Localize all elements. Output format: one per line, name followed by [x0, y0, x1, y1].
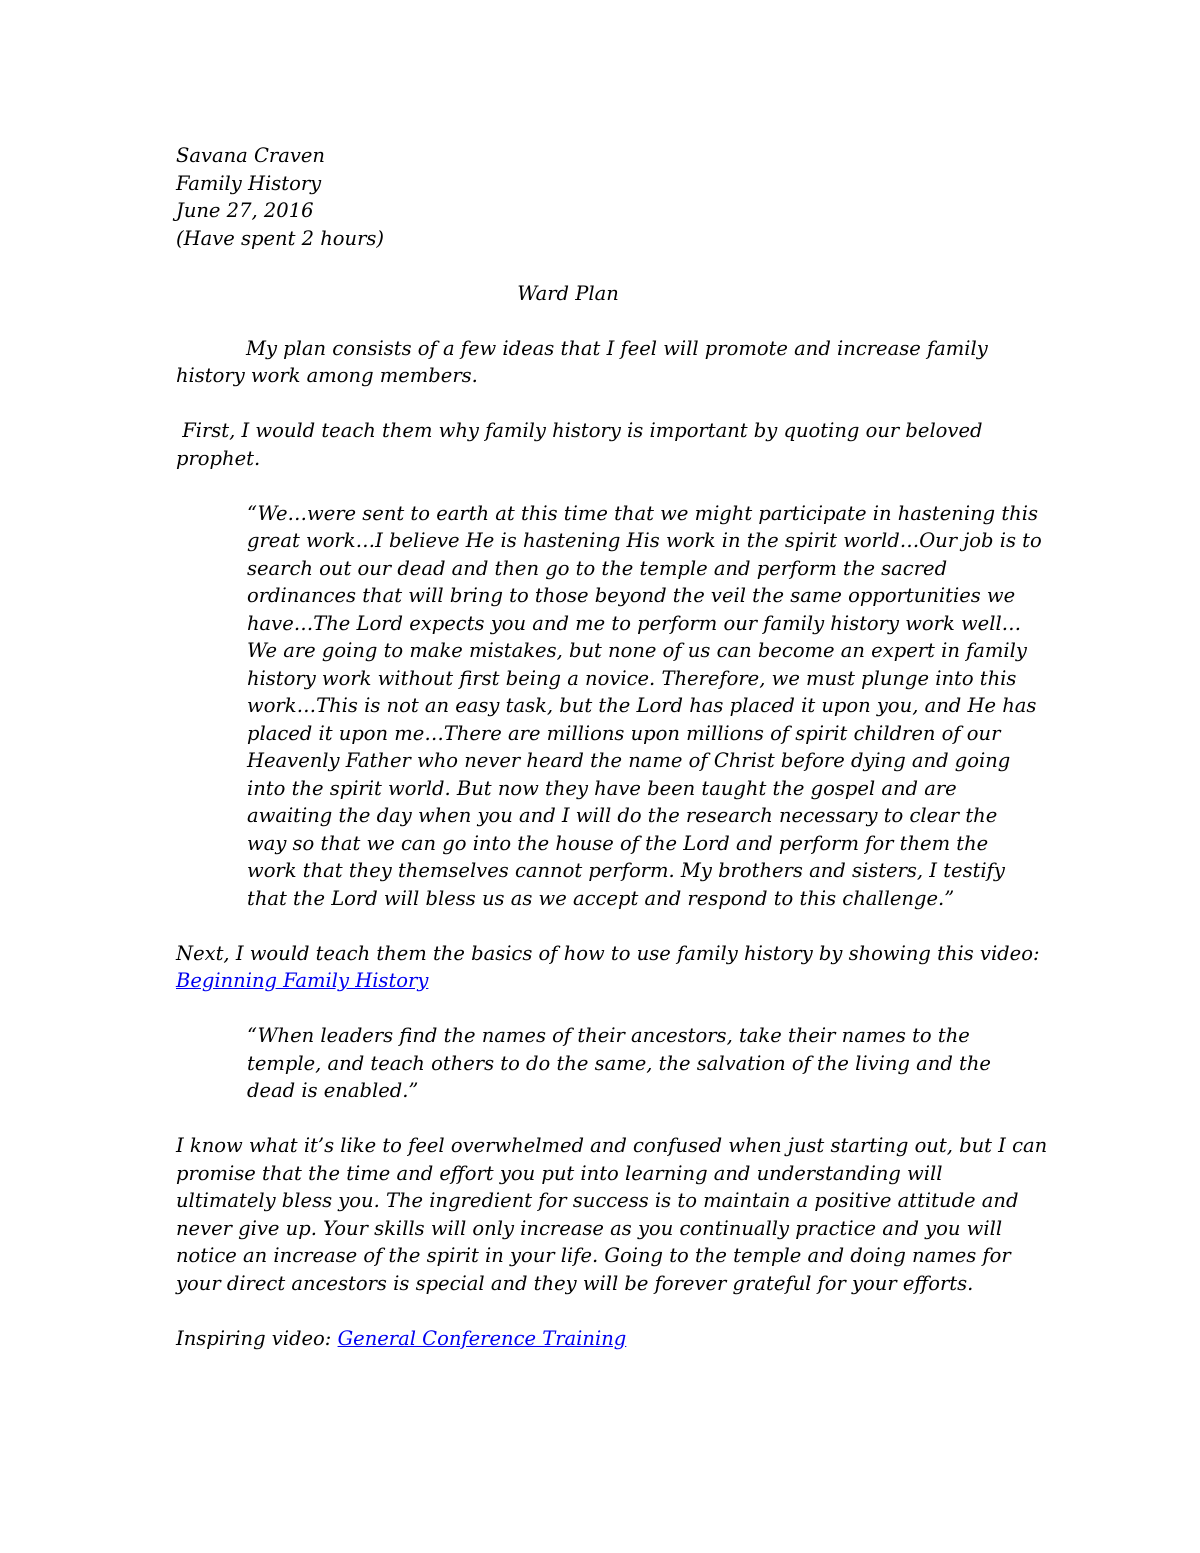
quote-line: “We…were sent to earth at this time that we might participate in hastening this: [247, 501, 1038, 525]
quote-line: ordinances that will bring to those beyond the veil the same opportunities we: [247, 584, 1016, 607]
document-body: [176, 142, 1048, 1352]
closing-line: ultimately bless you. The ingredient for success is to maintain a positive attitude and: [176, 1189, 1019, 1212]
closing-line: promise that the time and effort you put into learning and understanding will: [176, 1161, 943, 1185]
document-date: June 27, 2016: [176, 199, 314, 222]
quote-line: history work without first being a novice. Therefore, we must plunge into this: [247, 666, 1017, 690]
quote-line: Heavenly Father who never heard the name of Christ before dying and going: [247, 749, 1011, 772]
general-conference-training-link[interactable]: General Conference Training: [337, 1326, 627, 1350]
inspiring-prefix: Inspiring video:: [176, 1326, 338, 1350]
quote-line: dead is enabled.”: [247, 1079, 419, 1102]
quote-line: work that they themselves cannot perform. My brothers and sisters, I testify: [247, 859, 1005, 882]
first-line: prophet.: [176, 446, 261, 470]
quote-line: search out our dead and then go to the temple and perform the sacred: [247, 556, 948, 580]
quote-line: placed it upon me…There are millions upon millions of spirit children of our: [247, 721, 1001, 745]
next-paragraph: [176, 940, 1040, 995]
closing-line: notice an increase of the spirit in your life. Going to the temple and doing names for: [176, 1244, 1011, 1267]
quote-line: “When leaders find the names of their ancestors, take their names to the: [247, 1024, 970, 1047]
closing-line: I know what it’s like to feel overwhelmed and confused when just starting out, but I can: [176, 1134, 1048, 1157]
inspiring-line: [176, 1325, 1036, 1353]
course-name: Family History: [176, 171, 322, 195]
closing-line: never give up. Your skills will only increase as you continually practice and you will: [176, 1216, 1003, 1240]
next-link-line: [176, 967, 1036, 995]
time-spent: (Have spent 2 hours): [176, 226, 385, 250]
document-title: Ward Plan: [517, 281, 619, 305]
first-paragraph: [176, 417, 1036, 472]
header-block: [176, 142, 1036, 252]
quote-line: into the spirit world. But now they have been taught the gospel and are: [247, 776, 957, 800]
quote-line: We are going to make mistakes, but none of us can become an expert in family: [247, 639, 1027, 662]
beginning-family-history-link[interactable]: Beginning Family History: [176, 969, 429, 992]
intro-line: history work among members.: [176, 364, 478, 387]
quote-line: temple, and teach others to do the same, the salvation of the living and the: [247, 1051, 991, 1075]
quote-line: work…This is not an easy task, but the Lord has placed it upon you, and He has: [247, 694, 1037, 717]
inspiring-paragraph: [176, 1325, 1036, 1353]
author-name: Savana Craven: [176, 144, 325, 167]
closing-line: your direct ancestors is special and they will be forever grateful for your efforts.: [176, 1271, 974, 1295]
leaders-quote: [247, 1022, 1036, 1105]
next-text: Next, I would teach them the basics of how to use family history by showing this video:: [176, 941, 1040, 965]
closing-paragraph: [176, 1132, 1048, 1297]
intro-paragraph: [176, 335, 1036, 390]
quote-line: great work…I believe He is hastening His work in the spirit world…Our job is to: [247, 529, 1042, 552]
quote-line: awaiting the day when you and I will do the research necessary to clear the: [247, 804, 998, 827]
quote-line: that the Lord will bless us as we accept and respond to this challenge.”: [247, 886, 955, 910]
prophet-quote: [247, 500, 1042, 913]
intro-line: My plan consists of a few ideas that I feel will promote and increase family: [246, 336, 988, 360]
quote-line: way so that we can go into the house of the Lord and perform for them the: [247, 831, 989, 855]
quote-line: have…The Lord expects you and me to perform our family history work well…: [247, 611, 1022, 635]
first-line: First, I would teach them why family history is important by quoting our beloved: [176, 419, 983, 442]
